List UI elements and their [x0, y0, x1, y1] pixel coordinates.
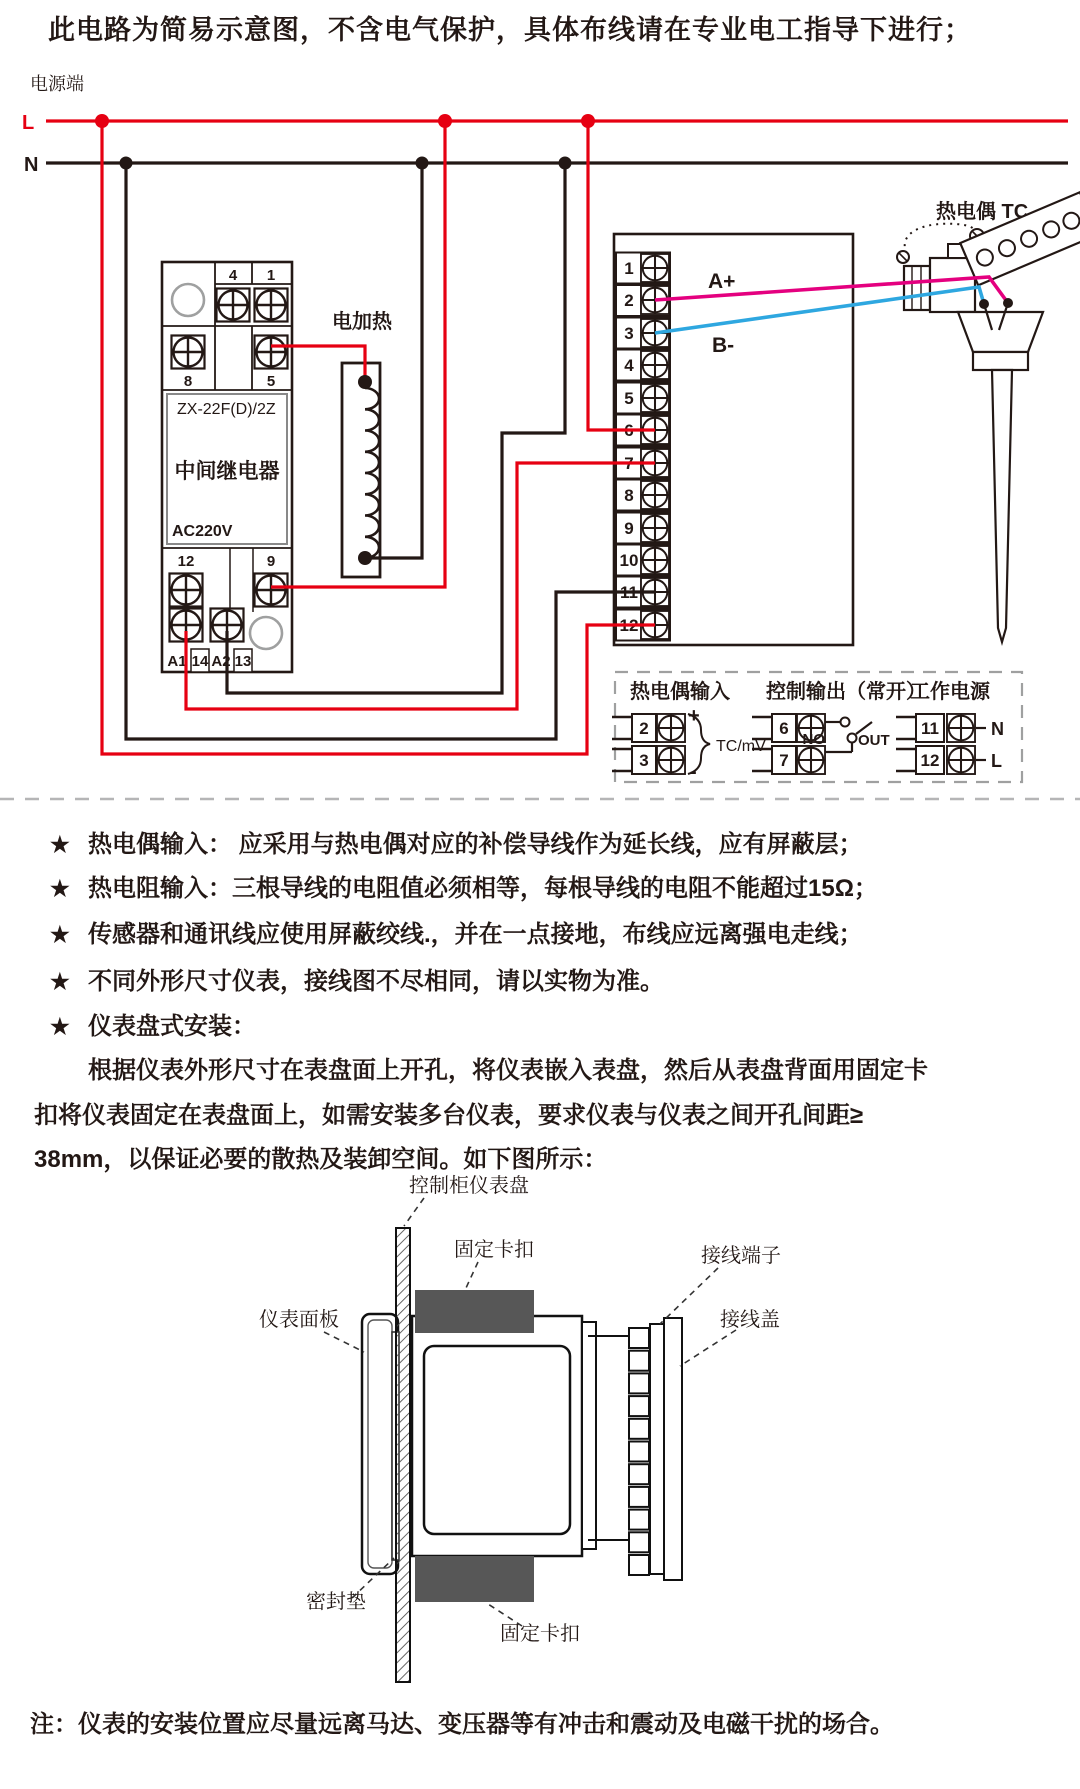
strip-terminal-3: 3	[624, 324, 634, 343]
line-l-label: L	[22, 112, 35, 134]
label-clip-bottom: 固定卡扣	[500, 1623, 580, 1645]
rear-plate	[582, 1322, 596, 1549]
power-terminal-label: 电源端	[30, 74, 84, 94]
tc-input-signal: TC/mV	[716, 738, 766, 755]
paragraph-line-3: 38mm，以保证必要的散热及装卸空间。如下图所示：	[34, 1146, 608, 1173]
strip-terminal-1: 1	[624, 259, 634, 278]
bullet-5: ★ 仪表盘式安装：	[50, 1013, 256, 1040]
instrument-bezel-inner	[368, 1320, 392, 1568]
relay-terminal-5-label: 5	[266, 373, 276, 390]
tc-input-minus: -	[690, 761, 697, 783]
tc-input-plus: +	[688, 705, 700, 727]
relay-name-label: 中间继电器	[174, 460, 280, 483]
strip-terminal-6: 6	[624, 421, 634, 440]
strip-terminal-4: 4	[624, 356, 634, 375]
work-power-terminal-12: 12	[920, 751, 940, 770]
relay-voltage-label: AC220V	[172, 523, 233, 540]
relay-terminal-a1-label: A1	[167, 653, 187, 670]
star-icon: ★	[50, 922, 70, 947]
control-output-title: 控制输出（常开）	[766, 681, 926, 703]
tc-input-terminal-3: 3	[639, 751, 649, 770]
relay-terminal-9-label: 9	[266, 553, 276, 570]
strip-terminal-9: 9	[624, 519, 634, 538]
relay-terminal-a2-label: A2	[211, 653, 231, 670]
strip-terminal-11: 11	[620, 583, 638, 602]
terminal-bar	[650, 1324, 664, 1574]
control-output-terminal-6: 6	[779, 719, 789, 738]
line-n-label: N	[24, 154, 39, 176]
strip-terminal-7: 7	[624, 454, 634, 473]
strip-terminal-12: 12	[619, 616, 639, 635]
bullet-2: ★ 热电阻输入：三根导线的电阻值必须相等，每根导线的电阻不能超过15Ω；	[50, 875, 878, 902]
work-power-terminal-11: 11	[921, 719, 939, 738]
label-cabinet-panel: 控制柜仪表盘	[409, 1175, 529, 1197]
label-terminal-block: 接线端子	[701, 1245, 781, 1267]
star-icon: ★	[50, 832, 70, 857]
control-output-terminal-7: 7	[779, 751, 789, 770]
strip-terminal-10: 10	[619, 551, 639, 570]
bullet-3: ★ 传感器和通讯线应使用屏蔽绞线.，并在一点接地，布线应远离强电走线；	[50, 921, 863, 948]
star-icon: ★	[50, 1014, 70, 1039]
thermocouple-label: 热电偶 TC	[936, 201, 1029, 223]
relay-terminal-13-label: 13	[234, 653, 252, 670]
work-power-l: L	[991, 751, 1002, 771]
label-gasket: 密封垫	[306, 1591, 366, 1613]
tc-input-title: 热电偶输入	[630, 681, 730, 703]
label-front-panel: 仪表面板	[259, 1309, 339, 1331]
b-minus-label: B-	[712, 334, 735, 357]
fixing-clip-top	[415, 1290, 534, 1333]
strip-terminal-5: 5	[624, 389, 634, 408]
control-output-no: NO	[802, 731, 825, 748]
heater-label: 电加热	[332, 311, 392, 333]
star-icon: ★	[50, 969, 70, 994]
bullet-4: ★ 不同外形尺寸仪表，接线图不尽相同，请以实物为准。	[50, 968, 664, 995]
paragraph-line-2: 扣将仪表固定在表盘面上，如需安装多台仪表，要求仪表与仪表之间开孔间距≥	[34, 1102, 864, 1129]
relay-terminal-1-label: 1	[266, 267, 276, 284]
star-icon: ★	[50, 876, 70, 901]
work-power-n: N	[991, 719, 1004, 739]
tc-input-terminal-2: 2	[639, 719, 649, 738]
relay-terminal-8-label: 8	[183, 373, 193, 390]
strip-terminal-8: 8	[624, 486, 634, 505]
relay-terminal-12-label: 12	[177, 553, 195, 570]
terminal-teeth	[629, 1328, 649, 1575]
fixing-clip-bottom	[415, 1556, 534, 1602]
cabinet-panel	[396, 1228, 410, 1682]
work-power-title: 工作电源	[910, 681, 990, 703]
footnote: 注：仪表的安装位置应尽量远离马达、变压器等有冲击和震动及电磁干扰的场合。	[30, 1711, 894, 1738]
strip-terminal-2: 2	[624, 291, 634, 310]
label-clip-top: 固定卡扣	[454, 1239, 534, 1261]
instrument-window	[424, 1346, 570, 1534]
bullet-1: ★ 热电偶输入： 应采用与热电偶对应的补偿导线作为延长线，应有屏蔽层；	[50, 831, 863, 858]
label-terminal-cover: 接线盖	[720, 1309, 780, 1331]
relay-model-label: ZX-22F(D)/2Z	[177, 401, 276, 418]
terminal-cover	[664, 1318, 682, 1580]
relay-terminal-14-label: 14	[191, 653, 209, 670]
a-plus-label: A+	[708, 270, 736, 293]
relay-terminal-4-label: 4	[228, 267, 238, 284]
control-output-out: OUT	[858, 732, 890, 749]
paragraph-line-1: 根据仪表外形尺寸在表盘面上开孔，将仪表嵌入表盘，然后从表盘背面用固定卡	[88, 1057, 928, 1084]
top-warning-text: 此电路为简易示意图，不含电气保护，具体布线请在专业电工指导下进行；	[48, 15, 972, 45]
